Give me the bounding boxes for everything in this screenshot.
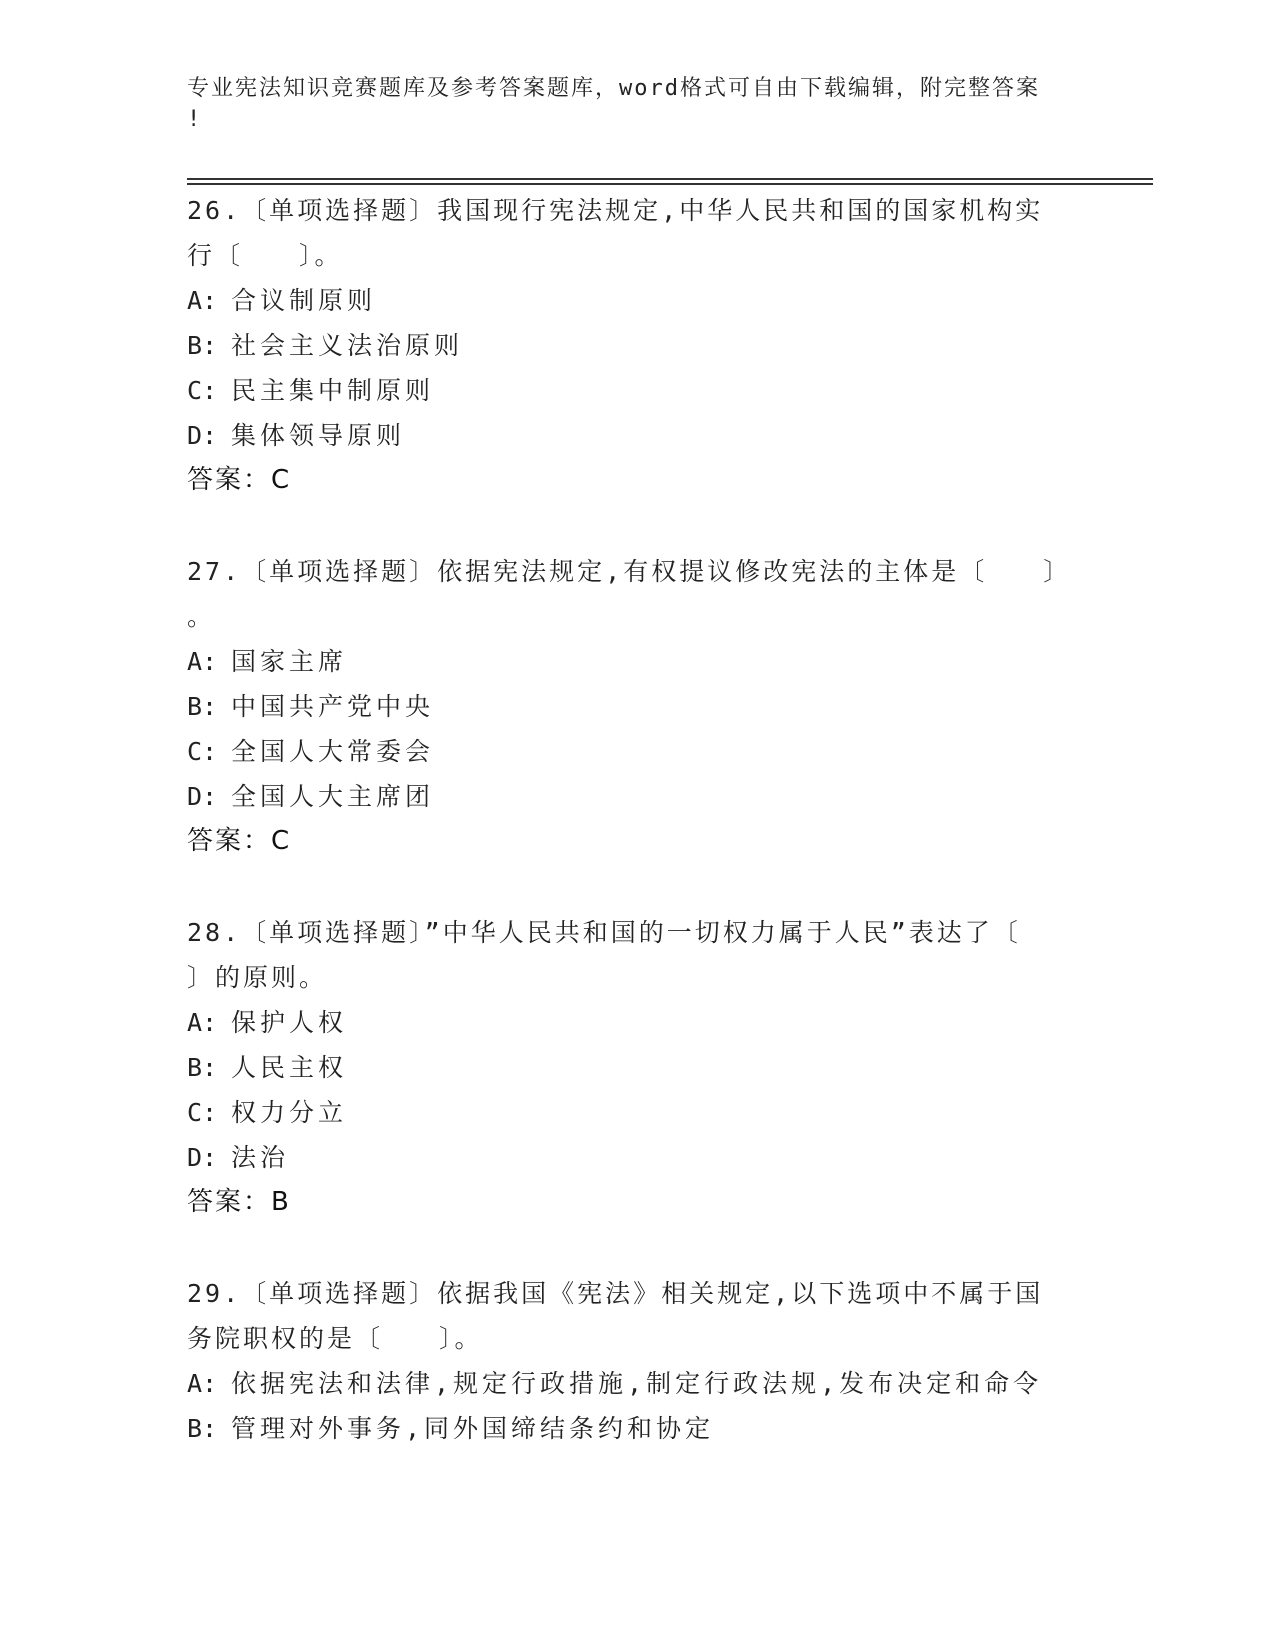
option-a [187, 1000, 1067, 1045]
option-text: 依据宪法和法律,规定行政措施,制定行政法规,发布决定和命令 [231, 1369, 1043, 1398]
option-text: 人民主权 [231, 1053, 348, 1082]
option-a [187, 639, 1067, 684]
option-a [187, 1361, 1067, 1406]
header-line-1: 专业宪法知识竞赛题库及参考答案题库，word格式可自由下载编辑，附完整答案 [187, 76, 1040, 101]
header-line-2: ! [187, 107, 203, 132]
question-stem-line: 26.〔单项选择题〕我国现行宪法规定,中华人民共和国的国家机构实 [187, 196, 1044, 225]
option-key: A: [187, 1008, 218, 1037]
question-stem-line: 行〔 〕。 [187, 241, 343, 270]
option-text: 管理对外事务,同外国缔结条约和协定 [231, 1414, 715, 1443]
answer: 答案：C [187, 465, 292, 495]
option-key: C: [187, 1098, 218, 1127]
option-b [187, 323, 1067, 368]
question-stem-line: 。 [187, 602, 216, 631]
option-b [187, 1406, 1067, 1451]
option-text: 权力分立 [231, 1098, 348, 1127]
option-text: 全国人大主席团 [231, 782, 435, 811]
option-key: D: [187, 421, 218, 450]
question-28 [187, 910, 1067, 1225]
option-key: A: [187, 1369, 218, 1398]
option-key: B: [187, 1053, 218, 1082]
option-d [187, 1135, 1067, 1180]
option-c [187, 1090, 1067, 1135]
option-text: 国家主席 [231, 647, 348, 676]
answer: 答案：B [187, 1187, 291, 1217]
option-key: B: [187, 331, 218, 360]
question-26 [187, 188, 1067, 503]
option-d [187, 774, 1067, 819]
option-key: B: [187, 692, 218, 721]
option-text: 中国共产党中央 [231, 692, 435, 721]
question-29 [187, 1271, 1067, 1451]
question-stem-line: 务院职权的是〔 〕。 [187, 1324, 483, 1353]
option-text: 民主集中制原则 [231, 376, 435, 405]
header-divider-bottom [187, 183, 1153, 185]
question-stem-line: 27.〔单项选择题〕依据宪法规定,有权提议修改宪法的主体是〔 〕 [187, 557, 1072, 586]
document-header [187, 73, 1067, 135]
option-text: 法治 [231, 1143, 290, 1172]
question-stem-line: 28.〔单项选择题〕”中华人民共和国的一切权力属于人民”表达了〔 [187, 918, 1021, 947]
option-key: A: [187, 647, 218, 676]
option-key: A: [187, 286, 218, 315]
option-d [187, 413, 1067, 458]
option-text: 合议制原则 [231, 286, 377, 315]
question-27 [187, 549, 1072, 864]
option-key: B: [187, 1414, 218, 1443]
option-text: 全国人大常委会 [231, 737, 435, 766]
option-key: D: [187, 1143, 218, 1172]
option-b [187, 1045, 1067, 1090]
option-key: D: [187, 782, 218, 811]
answer: 答案：C [187, 826, 292, 856]
option-c [187, 368, 1067, 413]
option-key: C: [187, 376, 218, 405]
option-c [187, 729, 1067, 774]
option-key: C: [187, 737, 218, 766]
option-text: 社会主义法治原则 [231, 331, 464, 360]
option-text: 保护人权 [231, 1008, 348, 1037]
header-divider-top [187, 178, 1153, 180]
option-a [187, 278, 1067, 323]
option-b [187, 684, 1067, 729]
question-stem-line: 29.〔单项选择题〕依据我国《宪法》相关规定,以下选项中不属于国 [187, 1279, 1044, 1308]
question-stem-line: 〕的原则。 [187, 963, 328, 992]
option-text: 集体领导原则 [231, 421, 406, 450]
